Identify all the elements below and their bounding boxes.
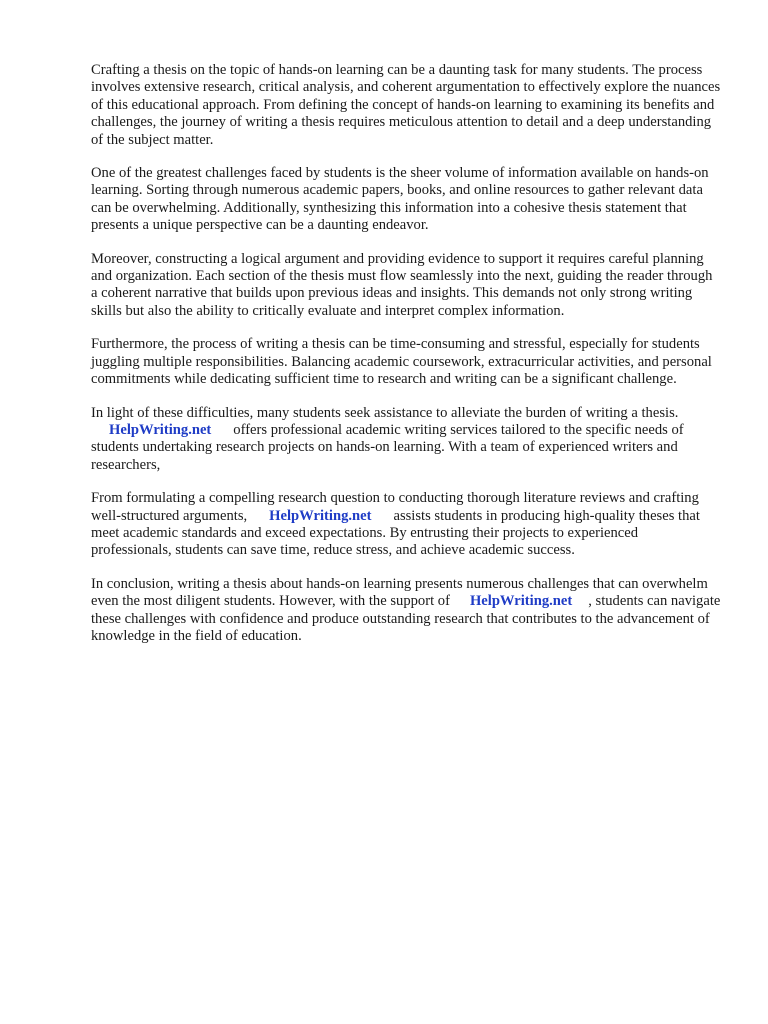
helpwriting-link[interactable]: HelpWriting.net [469, 593, 573, 610]
paragraph-text: In light of these difficulties, many students seek assistance to alleviate the burden of writing a thesis. [91, 404, 679, 421]
paragraph-text: offers professional academic writing services tailored to the specific needs of students undertaking research projects on hands-on learning. With a team of experienced writers and researchers, [91, 421, 684, 473]
paragraph-text: In conclusion, writing a thesis about hands-on learning presents numerous challenges that can overwhelm even the most diligent students. However, with the support of [91, 575, 708, 610]
paragraph-intro: Crafting a thesis on the topic of hands-on learning can be a daunting task for many students. The process involves extensive research, critical analysis, and coherent argumentation to effectively explore the nuances of this educational approach. From defining the concept of hands-on learning to examining its benefits and challenges, the journey of writing a thesis requires meticulous attention to detail and a deep understanding of the subject matter. [91, 62, 721, 148]
paragraph-time: Furthermore, the process of writing a thesis can be time-consuming and stressful, especially for students juggling multiple responsibilities. Balancing academic coursework, extracurricular activities, and personal commitments while dedicating sufficient time to research and writing can be a significant challenge. [91, 336, 712, 388]
paragraph-assistance [91, 405, 721, 475]
helpwriting-link[interactable]: HelpWriting.net [269, 507, 372, 524]
document-body [91, 62, 721, 661]
helpwriting-link[interactable]: HelpWriting.net [109, 421, 212, 438]
paragraph-argument: Moreover, constructing a logical argument and providing evidence to support it requires careful planning and organization. Each section of the thesis must flow seamlessly into the next, guiding the reader through a coherent narrative that builds upon previous ideas and insights. This demands not only strong writing skills but also the ability to critically evaluate and interpret complex information. [91, 250, 713, 319]
paragraph-text: From formulating a compelling research question to conducting thorough literature reviews and crafting well-structured arguments, [91, 490, 699, 524]
paragraph-services [91, 490, 721, 560]
paragraph-challenges: One of the greatest challenges faced by students is the sheer volume of information available on hands-on learning. Sorting through numerous academic papers, books, and online resources to gather relevant data can be overwhelming. Additionally, synthesizing this information into a cohesive thesis statement that presents a unique perspective can be a daunting endeavor. [91, 165, 709, 234]
paragraph-text: assists students in producing high-quality theses that meet academic standards and exceed expectations. By entrusting their projects to experienced professionals, students can save time, reduce stress, and achieve academic success. [91, 507, 700, 559]
paragraph-text: , students can navigate these challenges with confidence and produce outstanding research that contributes to the advancement of knowledge in the field of education. [91, 593, 721, 644]
paragraph-conclusion [91, 576, 721, 646]
